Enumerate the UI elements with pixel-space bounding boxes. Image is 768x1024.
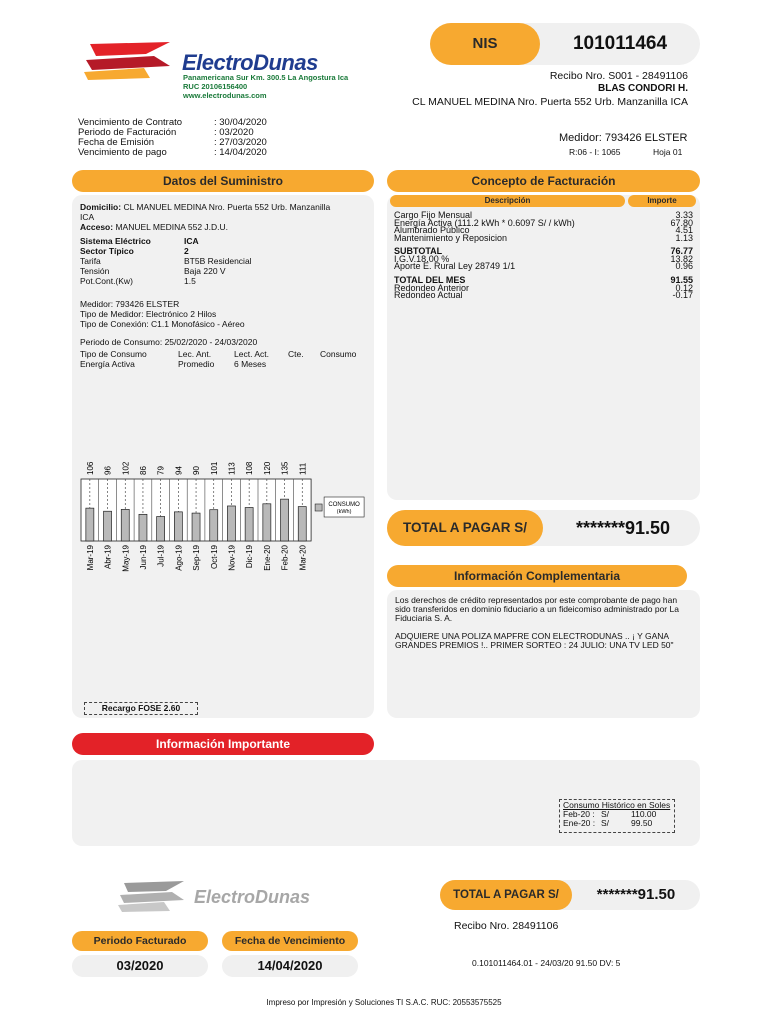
chart-bar xyxy=(227,506,235,541)
table-cell: 6 Meses xyxy=(234,359,267,369)
item-label: Aporte E. Rural Ley 28749 1/1 xyxy=(394,261,516,272)
item-value: 0.96 xyxy=(675,261,693,272)
chart-value-label: 111 xyxy=(298,462,308,475)
chart-category-label: Ene-20 xyxy=(262,545,272,571)
field-value: BT5B Residencial xyxy=(184,256,252,266)
cliente-name: BLAS CONDORI H. xyxy=(598,83,688,94)
col-importe: Importe xyxy=(628,195,696,207)
codigo-barras-text: 0.101011464.01 - 24/03/20 91.50 DV: 5 xyxy=(472,958,621,968)
col-header: Tipo de Consumo xyxy=(80,349,147,359)
footer-imprenta: Impreso por Impresión y Soluciones TI S.A.C. RUC: 20553575525 xyxy=(266,998,502,1007)
list-item xyxy=(394,292,693,300)
chart-bar xyxy=(157,517,165,541)
historico-moneda: S/ xyxy=(601,809,610,819)
historico-title: Consumo Histórico en Soles xyxy=(563,800,671,810)
list-item xyxy=(394,263,693,271)
chart-bar xyxy=(139,514,147,541)
item-value: 91.55 xyxy=(670,275,693,285)
field-label: Sector Típico xyxy=(80,246,134,256)
item-label: I.G.V.18.00 % xyxy=(394,253,450,264)
chart-value-label: 120 xyxy=(262,461,272,475)
ruta-text: R:06 - I: 1065 xyxy=(569,147,621,157)
chart-bar xyxy=(298,507,306,541)
complementaria-p2: ADQUIERE UNA POLIZA MAPFRE CON ELECTRODUNAS .. ¡ Y GANA GRANDES PREMIOS !.. PRIMER SORTEO : 24 JULIO: UNA TV LED 50" xyxy=(395,631,674,650)
consumo-chart xyxy=(76,455,376,585)
item-value: 1.13 xyxy=(675,232,693,243)
periodo-consumo: Periodo de Consumo: 25/02/2020 - 24/03/2020 xyxy=(80,337,258,347)
item-label: Alumbrado Público xyxy=(394,225,470,236)
historico-moneda: S/ xyxy=(601,818,610,828)
tipo-conexion: Tipo de Conexión: C1.1 Monofásico - Aéreo xyxy=(80,319,245,329)
recargo-fose: Recargo FOSE 2.60 xyxy=(84,702,198,715)
periodo-facturado-label: Periodo Facturado xyxy=(72,931,208,951)
talon-total-value: *******91.50 xyxy=(596,886,676,903)
field-value: ICA xyxy=(184,236,199,246)
chart-bar xyxy=(174,512,182,541)
chart-value-label: 135 xyxy=(280,461,290,475)
chart-legend-swatch xyxy=(315,504,322,511)
fecha-label: Fecha de Emisión xyxy=(78,137,155,148)
chart-value-label: 113 xyxy=(227,462,237,475)
table-cell: Energía Activa xyxy=(80,359,135,369)
item-value: 4.51 xyxy=(675,225,693,236)
chart-category-label: Jul-19 xyxy=(156,545,166,567)
facturacion-items-2 xyxy=(394,248,693,271)
total-label: TOTAL A PAGAR S/ xyxy=(387,510,543,546)
field-value: Baja 220 V xyxy=(184,266,226,276)
col-header: Consumo xyxy=(320,349,357,359)
chart-bar xyxy=(245,508,253,541)
chart-category-label: Sep-19 xyxy=(192,545,202,571)
chart-legend-unit: (kWh) xyxy=(336,509,352,515)
chart-category-label: Mar-19 xyxy=(85,545,95,571)
field-value: 1.5 xyxy=(184,276,196,286)
nis-label: NIS xyxy=(430,23,540,65)
item-label: Mantenimiento y Reposicion xyxy=(394,232,508,243)
chart-category-label: Ago-19 xyxy=(174,545,184,571)
talon-brand: ElectroDunas xyxy=(194,887,311,907)
tipo-medidor: Tipo de Medidor: Electrónico 2 Hilos xyxy=(80,309,217,319)
chart-category-label: Mar-20 xyxy=(298,545,308,571)
historico-box xyxy=(559,799,675,833)
logo-mark-icon xyxy=(84,40,174,80)
chart-bar xyxy=(104,511,112,541)
complementaria-title: Información Complementaria xyxy=(387,565,687,587)
facturacion-title: Concepto de Facturación xyxy=(387,170,700,192)
fecha-value: : 30/04/2020 xyxy=(214,117,267,128)
domicilio-label: Domicilio: xyxy=(80,202,122,212)
chart-value-label: 101 xyxy=(209,461,219,475)
chart-bar xyxy=(121,509,129,541)
brand-web: www.electrodunas.com xyxy=(183,91,267,100)
talon-recibo: Recibo Nro. 28491106 xyxy=(454,920,559,932)
chart-category-label: Abr-19 xyxy=(103,545,113,570)
list-item xyxy=(394,232,693,243)
chart-bar xyxy=(192,513,200,541)
total-value: *******91.50 xyxy=(575,518,671,538)
item-value: -0.17 xyxy=(672,290,693,301)
historico-valor: 110.00 xyxy=(631,809,657,819)
fecha-label: Vencimiento de pago xyxy=(78,147,167,158)
importante-title: Información Importante xyxy=(72,733,374,755)
chart-category-label: Jun-19 xyxy=(138,545,148,570)
complementaria-text xyxy=(395,596,695,650)
consumo-table xyxy=(80,349,370,369)
fecha-value: : 27/03/2020 xyxy=(214,137,267,148)
acceso-value: MANUEL MEDINA 552 J.D.U. xyxy=(115,222,229,232)
cliente-direccion: CL MANUEL MEDINA Nro. Puerta 552 Urb. Manzanilla ICA xyxy=(412,96,688,108)
item-label: Redondeo Anterior xyxy=(394,282,470,293)
hoja-text: Hoja 01 xyxy=(653,147,683,157)
chart-category-label: Dic-19 xyxy=(245,545,255,569)
complementaria-p1: Los derechos de crédito representados por este comprobante de pago han sido transferidos en dominio fiduciario a un fideicomiso administrado por La Fiduciaria S. A. xyxy=(395,595,679,623)
suministro-title: Datos del Suministro xyxy=(72,170,374,192)
fecha-value: : 03/2020 xyxy=(214,127,254,138)
item-label: Redondeo Actual xyxy=(394,290,463,301)
col-header: Lect. Act. xyxy=(234,349,269,359)
talon-total-label: TOTAL A PAGAR S/ xyxy=(440,880,572,910)
table-cell: Promedio xyxy=(178,359,215,369)
chart-value-label: 96 xyxy=(103,466,113,475)
facturacion-items-3 xyxy=(394,277,693,300)
suministro-fields xyxy=(80,236,370,286)
historico-mes: Ene-20 : xyxy=(563,818,596,828)
chart-legend-label: CONSUMO xyxy=(328,502,360,508)
historico-valor: 99.50 xyxy=(631,818,653,828)
chart-value-label: 106 xyxy=(85,461,95,475)
item-value: 0.12 xyxy=(675,282,693,293)
chart-value-label: 86 xyxy=(138,466,148,475)
chart-value-label: 94 xyxy=(174,466,184,475)
domicilio xyxy=(80,202,370,232)
talon-logo xyxy=(118,880,188,912)
medidor-info xyxy=(80,299,370,329)
chart-category-label: Nov-19 xyxy=(227,545,237,571)
fecha-venc-value: 14/04/2020 xyxy=(222,955,358,977)
brand-ruc: RUC 20106156400 xyxy=(183,82,248,91)
col-header: Lec. Ant. xyxy=(178,349,212,359)
fecha-value: : 14/04/2020 xyxy=(214,147,267,158)
historico-row xyxy=(563,819,671,828)
field-label: Pot.Cont.(Kw) xyxy=(80,276,133,286)
chart-category-label: Feb-20 xyxy=(280,545,290,571)
nis-value: 101011464 xyxy=(572,33,668,54)
chart-value-label: 79 xyxy=(156,466,166,475)
chart-bar xyxy=(86,508,94,541)
item-value: 67.80 xyxy=(670,217,693,228)
field-label: Tensión xyxy=(80,266,110,276)
domicilio-value-2: ICA xyxy=(80,212,95,222)
historico-mes: Feb-20 : xyxy=(563,809,595,819)
fecha-venc-label: Fecha de Vencimiento xyxy=(222,931,358,951)
fecha-label: Vencimiento de Contrato xyxy=(78,117,183,128)
domicilio-value: CL MANUEL MEDINA Nro. Puerta 552 Urb. Manzanilla xyxy=(123,202,331,212)
col-header: Cte. xyxy=(288,349,304,359)
item-value: 3.33 xyxy=(675,210,693,220)
medidor-line: Medidor: 793426 ELSTER xyxy=(80,299,180,309)
facturacion-items xyxy=(394,212,693,242)
item-label: Cargo Fijo Mensual xyxy=(394,210,473,220)
chart-bar xyxy=(281,499,289,541)
brand-name: ElectroDunas xyxy=(182,50,318,75)
medidor-header: Medidor: 793426 ELSTER xyxy=(559,132,688,144)
chart-bar xyxy=(210,510,218,541)
item-label: SUBTOTAL xyxy=(394,246,443,256)
field-value: 2 xyxy=(184,246,189,256)
fecha-label: Periodo de Facturación xyxy=(78,127,177,138)
brand-address: Panamericana Sur Km. 300.5 La Angostura Ica xyxy=(183,73,349,82)
chart-bar xyxy=(263,504,271,541)
col-descripcion: Descripción xyxy=(390,195,625,207)
recibo-number: Recibo Nro. S001 - 28491106 xyxy=(549,70,688,82)
chart-value-label: 102 xyxy=(121,461,131,475)
field-label: Sistema Eléctrico xyxy=(80,236,151,246)
logo xyxy=(84,40,174,80)
item-value: 13.82 xyxy=(670,253,693,264)
acceso-label: Acceso: xyxy=(80,222,114,232)
chart-category-label: Oct-19 xyxy=(209,545,219,570)
chart-value-label: 90 xyxy=(192,466,202,475)
item-value: 76.77 xyxy=(670,246,693,256)
field-label: Tarifa xyxy=(80,256,101,266)
logo-mark-gray-icon xyxy=(118,880,188,912)
chart-value-label: 108 xyxy=(245,461,255,475)
item-label: TOTAL DEL MES xyxy=(394,275,466,285)
periodo-facturado-value: 03/2020 xyxy=(72,955,208,977)
item-label: Energía Activa (111.2 kWh * 0.6097 S/ / kWh) xyxy=(394,217,575,228)
fechas-block xyxy=(78,118,298,158)
chart-category-label: May-19 xyxy=(121,545,131,572)
